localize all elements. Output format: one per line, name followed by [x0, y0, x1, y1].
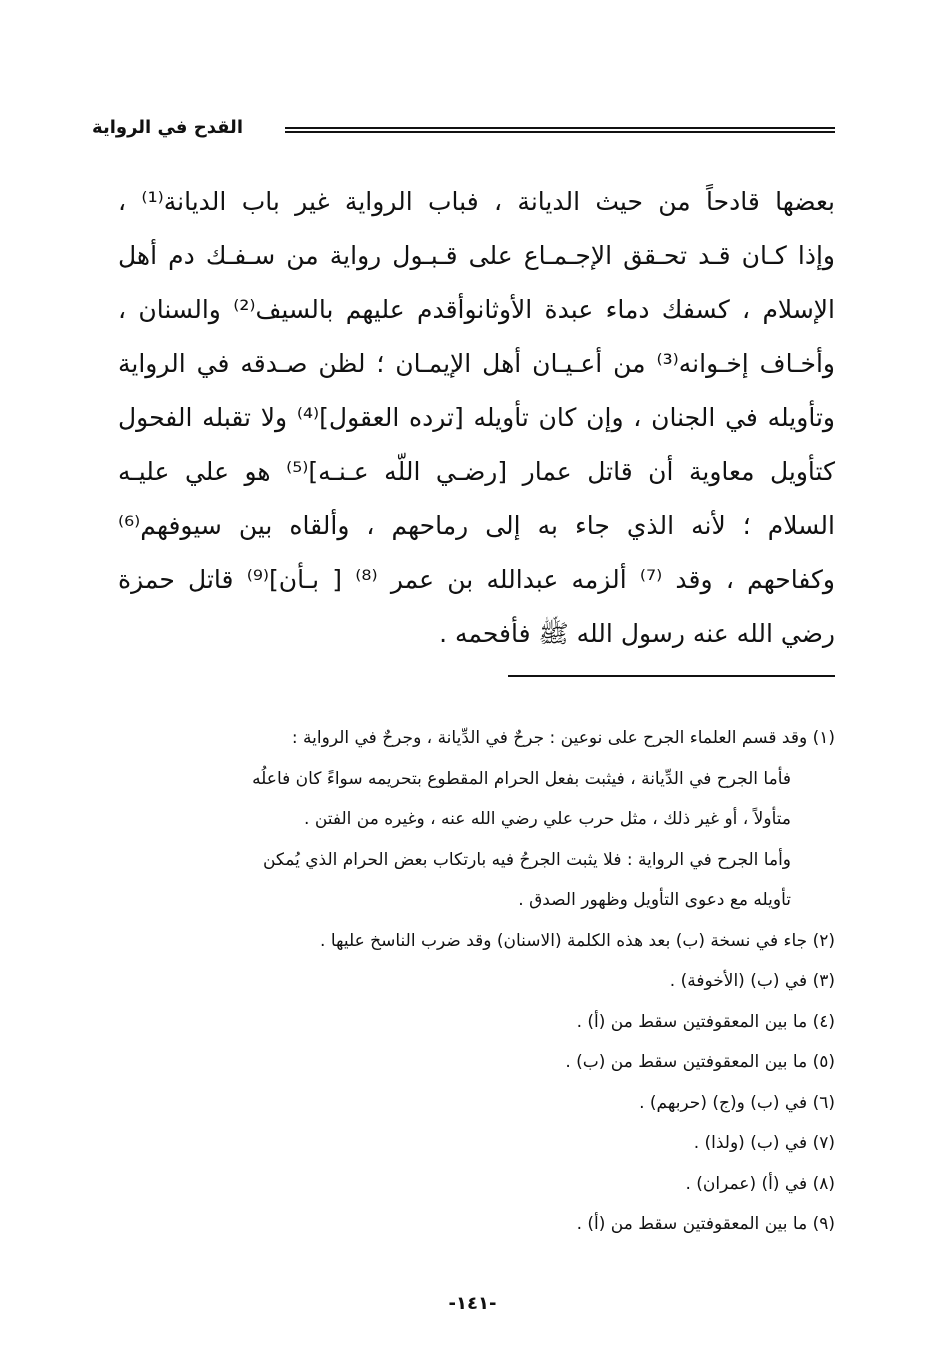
footnote-line: (٦) في (ب) و(ج) (حربهم) .: [639, 1092, 835, 1113]
body-line: الإسلام ، كسفك دماء عبدة الأوثانوأقدم عليهم بالسيف⁽²⁾ والسنان ،: [118, 295, 836, 324]
footnote-line: (٨) في (أ) (عمران) .: [685, 1173, 835, 1194]
footnote-line: (٥) ما بين المعقوفتين سقط من (ب) .: [565, 1052, 835, 1072]
footnote-line: تأويله مع دعوى التأويل وظهور الصدق .: [518, 890, 791, 910]
main-body-text: [118, 175, 835, 661]
footnote-line: متأولاً ، أو غير ذلك ، مثل حرب علي رضي الله عنه ، وغيره من الفتن .: [304, 809, 791, 829]
body-line: وإذا كـان قـد تحـقق الإجـمـاع على قـبـول رواية من سـفـك دم أهل: [118, 241, 835, 270]
header-rule-line: [285, 131, 835, 133]
footnote-line: (٩) ما بين المعقوفتين سقط من (أ) .: [576, 1214, 835, 1234]
body-line: رضي الله عنه رسول الله ﷺ فأفحمه .: [439, 619, 835, 648]
running-title: القدح في الرواية: [92, 117, 243, 138]
body-line: بعضها قادحاً من حيث الديانة ، فباب الرواية غير باب الديانة⁽¹⁾ ،: [118, 187, 836, 216]
page-number: -١٤١-: [448, 1293, 497, 1314]
header-rule-line: [285, 127, 835, 129]
footnote-line: وأما الجرح في الرواية : فلا يثبت الجرحُ فيه بارتكاب بعض الحرام الذي يُمكن: [262, 849, 791, 870]
footnote-line: (٤) ما بين المعقوفتين سقط من (أ) .: [576, 1011, 835, 1032]
footnote-line: (١) وقد قسم العلماء الجرح على نوعين : جرحٌ في الدِّيانة ، وجرحٌ في الرواية :: [291, 728, 835, 748]
body-line: كتأويل معاوية أن قاتل عمار [رضـي اللّه عـنـه]⁽⁵⁾ هو علي عليـه: [118, 457, 835, 486]
body-line: السلام ؛ لأنه الذي جاء به إلى رماحهم ، وألقاه بين سيوفهم⁽⁶⁾: [118, 511, 835, 540]
body-line: وتأويله في الجنان ، وإن كان تأويله [ترده العقول]⁽⁴⁾ ولا تقبله الفحول: [118, 403, 835, 432]
header-double-rule: [285, 127, 835, 137]
footnote-separator: [508, 675, 835, 677]
footnotes: [118, 718, 835, 1245]
footnote-line: فأما الجرح في الدِّيانة ، فيثبت بفعل الحرام المقطوع بتحريمه سواءً كان فاعلُه: [252, 768, 791, 789]
footnote-line: (٢) جاء في نسخة (ب) بعد هذه الكلمة (الاسنان) وقد ضرب الناسخ عليها .: [320, 930, 835, 951]
body-line: وكفاحهم ، وقد ⁽⁷⁾ ألزمه عبدالله بن عمر ⁽⁸⁾ [ بـأن]⁽⁹⁾ قاتل حمزة: [118, 565, 835, 594]
footnote-line: (٣) في (ب) (الأخوفة) .: [669, 971, 835, 991]
body-line: وأخـاف إخـوانه⁽³⁾ من أعـيـان أهل الإيمـان ؛ لظن صـدقه في الرواية: [118, 349, 835, 378]
footnote-line: (٧) في (ب) (ولذا) .: [693, 1133, 835, 1153]
